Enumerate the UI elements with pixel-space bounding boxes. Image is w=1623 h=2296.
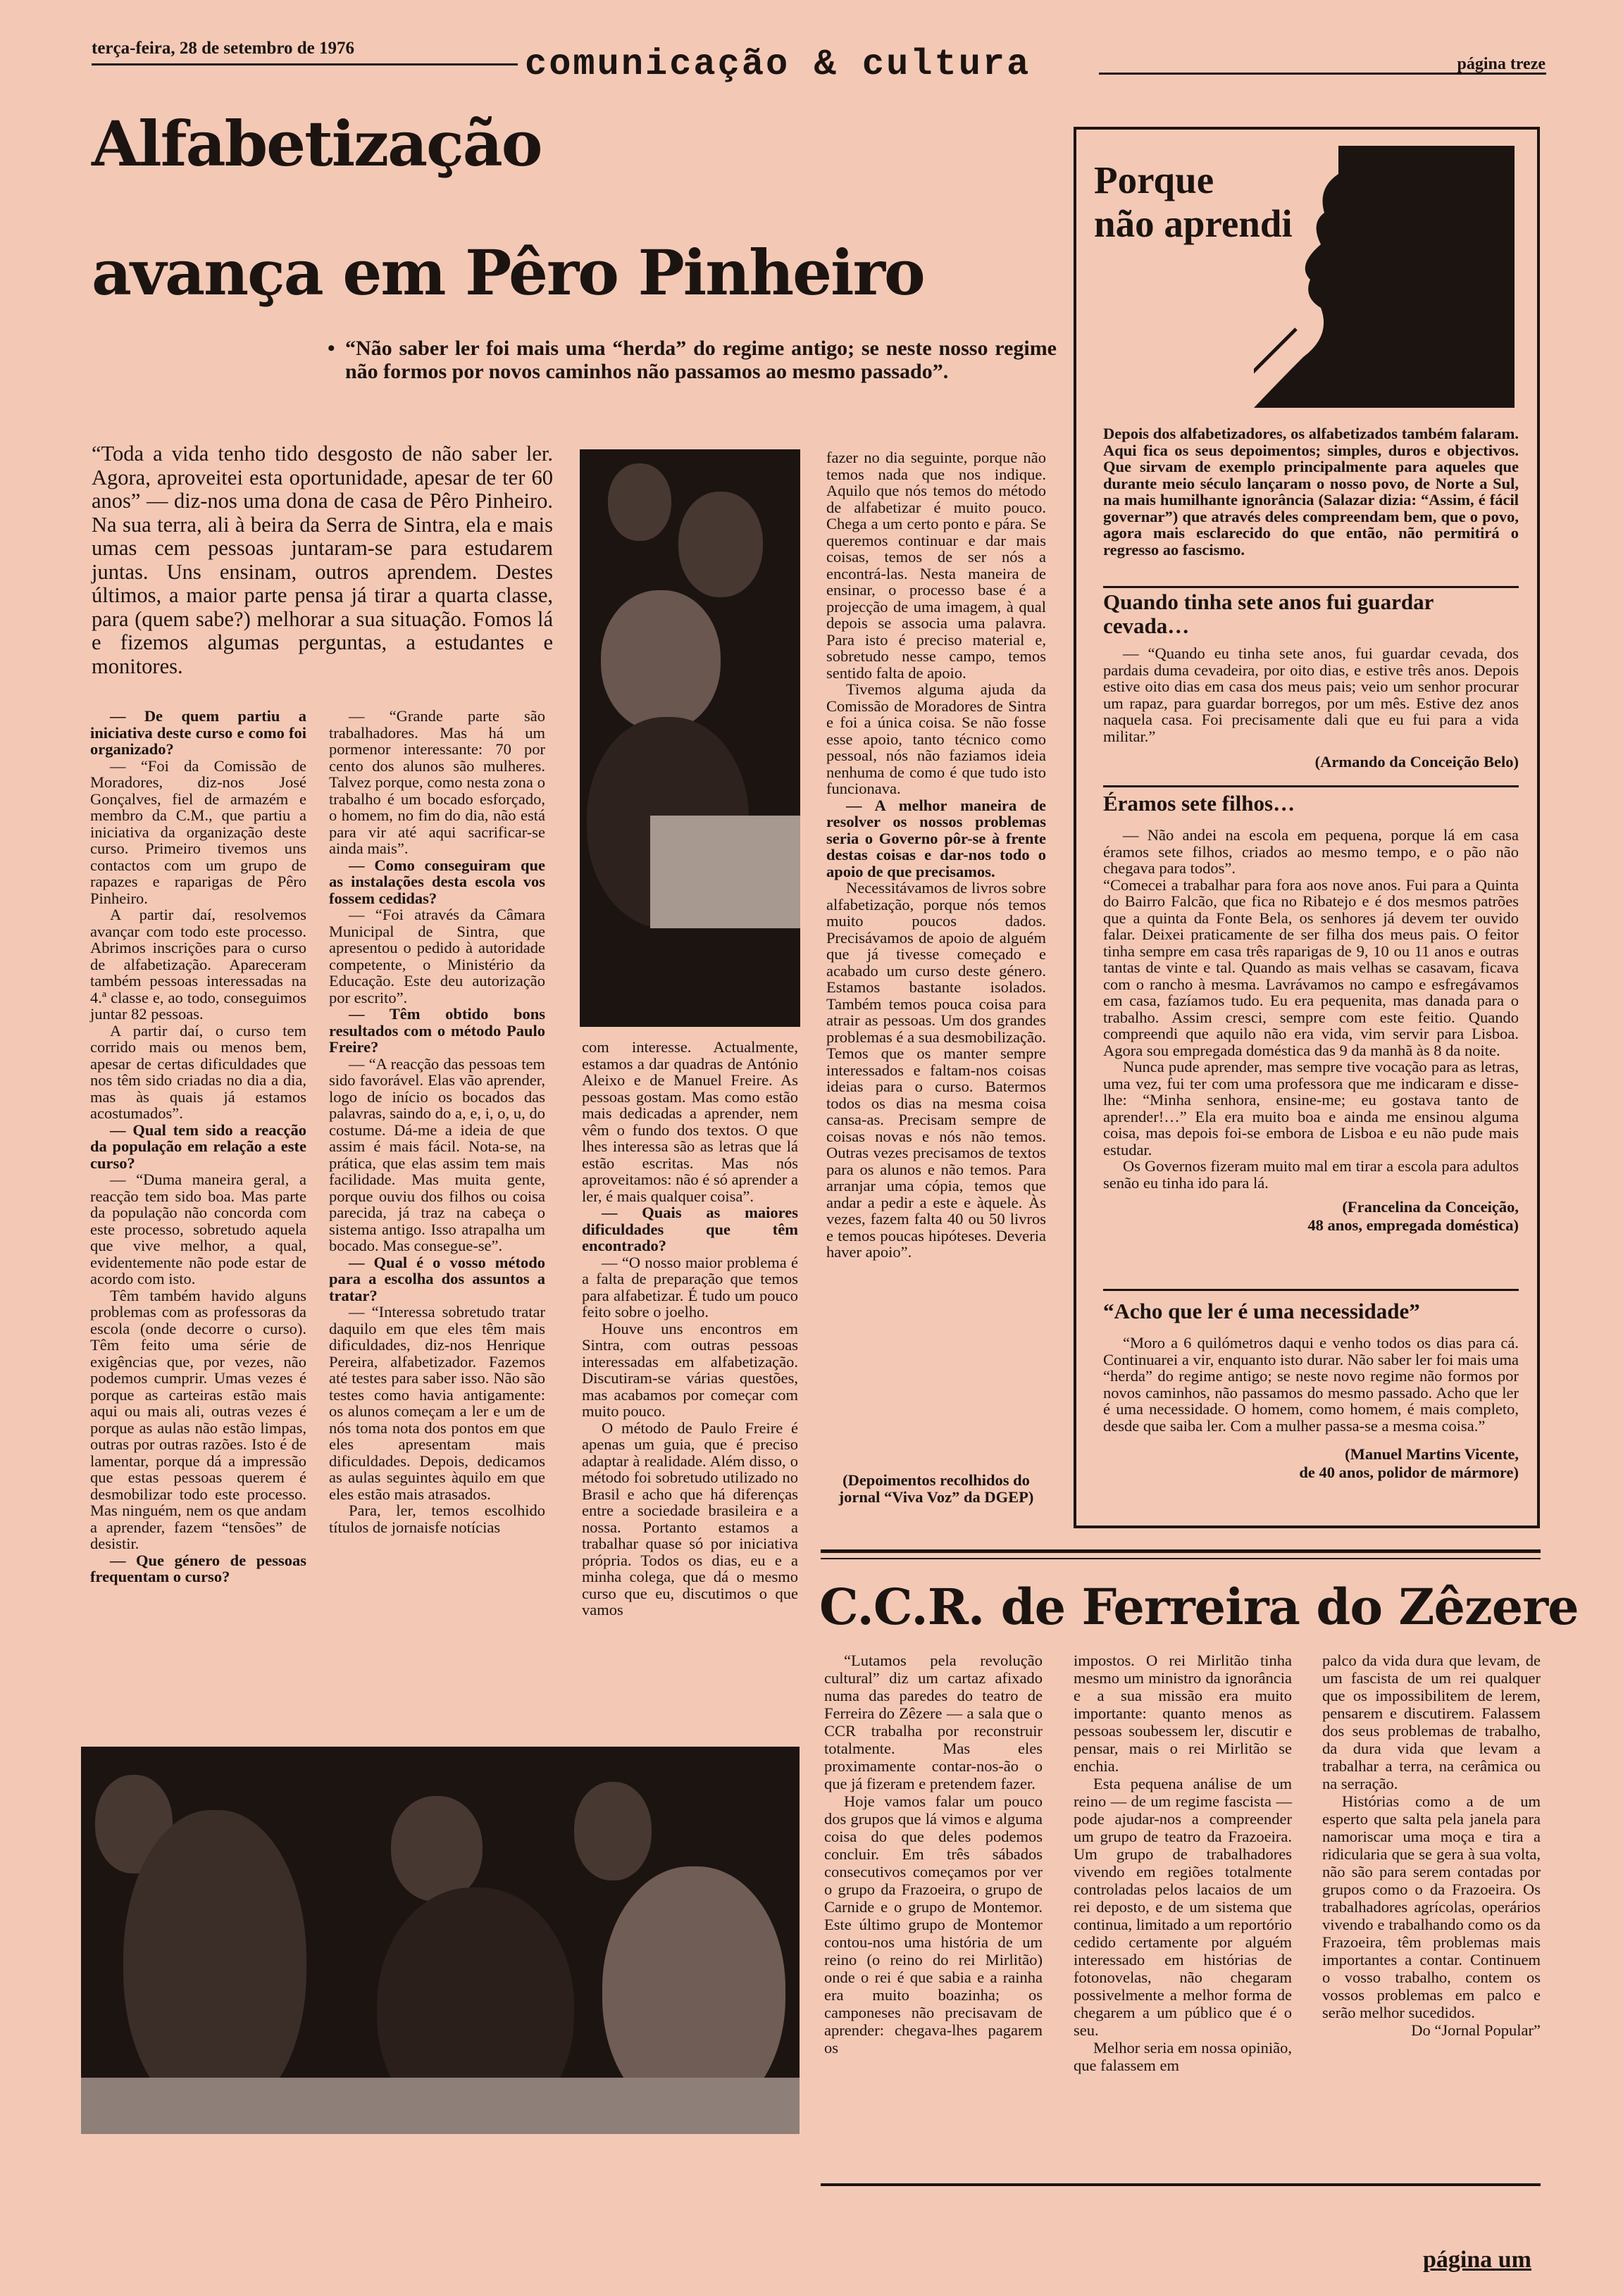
interview-question: — Como conseguiram que as instalações desta escola vos fossem cedidas? — [329, 856, 545, 907]
intro-paragraph: “Toda a vida tenho tido desgosto de não saber ler. Agora, aproveitei esta oportunidade, apesar de ter 60 anos” — diz-nos uma dona de casa de Pêro Pinheiro. Na sua terra, ali à beira da Serra de Sintra, ela e mais umas cem pessoas juntaram-se para estudarem juntas. Uns ensinam, outros aprendem. Destes últimos, a maior parte pensa já tirar a quarta classe, para (quem sabe?) melhorar a sua situação. Fomos lá e fizemos algumas perguntas, a estudantes e monitores. — [92, 442, 553, 678]
testimony-heading: Quando tinha sete anos fui guardar cevada… — [1103, 589, 1434, 638]
ccr-column-1 — [824, 1652, 1043, 2057]
interview-question: — Qual tem sido a reacção da população em relação a este curso? — [90, 1121, 306, 1172]
headline-line-1: Alfabetização — [92, 107, 542, 180]
testimony-signature: (Armando da Conceição Belo) — [1314, 753, 1519, 770]
page-label: página treze — [1457, 55, 1546, 73]
headline-line-2: avança em Pêro Pinheiro — [92, 236, 924, 309]
interview-question: — Quais as maiores dificuldades que têm encontrado? — [582, 1204, 798, 1254]
interview-question: — A melhor maneira de resolver os nossos problemas seria o Governo pôr-se à frente destas coisas e dar-nos todo o apoio de que precisamos. — [826, 796, 1046, 880]
source-note: (Depoimentos recolhidos do jornal “Viva Voz” da DGEP) — [838, 1471, 1034, 1506]
ccr-paragraph: Hoje vamos falar um pouco dos grupos que lá vimos e alguma coisa do que deles podemos concluir. Em três sábados consecutivos começamos por ver o grupo da Frazoeira, o grupo de Carnide e o grupo de Montemor. Este último grupo de Montemor contou-nos uma história de um reino (o reino do rei Mirlitão) onde o rei é que sabia e a rainha era muito boazinha; os camponeses não precisavam de aprender: chegava-lhes pagarem os — [824, 1792, 1043, 2057]
interview-question: — Têm obtido bons resultados com o método Paulo Freire? — [329, 1005, 545, 1056]
sidebar-title-line-1: Porque — [1094, 158, 1214, 201]
lead-quote — [328, 337, 1057, 383]
ccr-rule-top — [821, 1549, 1541, 1553]
testimony-paragraph: Os Governos fizeram muito mal em tirar a escola para adultos senão eu tinha ido para lá. — [1103, 1157, 1519, 1192]
testimony-signature: (Manuel Martins Vicente, — [1345, 1445, 1519, 1463]
sidebar-intro: Depois dos alfabetizadores, os alfabetizados também falaram. Aqui fica os seus depoimentos; simples, duros e objectivos. Que sirvam de exemplo principalmente para aqueles que durante meio século lançaram o nosso povo, de Norte a Sul, na mais humilhante ignorância (Salazar dizia: “Assim, é fácil governar”) que através deles compreendam bem, que o povo, agora mais esclarecido do que então, não permitirá o regresso ao fascismo. — [1103, 425, 1519, 559]
interview-paragraph: A partir daí, resolvemos avançar com todo este processo. Abrimos inscrições para o curso de alfabetização. Apareceram também pessoas interessadas na 4.ª classe e, ao todo, conseguimos juntar 82 pessoas. — [90, 906, 306, 1023]
ccr-source: Do “Jornal Popular” — [1411, 2021, 1541, 2039]
lead-text: “Não saber ler foi mais uma “herda” do regime antigo; se neste nosso regime não formos por novos caminhos não passamos ao mesmo passado”. — [345, 337, 1057, 383]
article-column-2 — [329, 708, 545, 1535]
testimony-heading: “Acho que ler é uma necessidade” — [1103, 1299, 1420, 1323]
interview-question: — Qual é o vosso método para a escolha dos assuntos a tratar? — [329, 1253, 545, 1304]
interview-paragraph: — “Interessa sobretudo tratar daquilo em que eles têm mais dificuldades, diz-nos Henrique Pereira, alfabetizador. Fazemos até testes para saber isso. Não são testes como havia antigamente: os alunos começam a ler e um de nós toma nota dos pontos em que eles apresentam mais dificuldades. Depois, dedicamos as aulas seguintes àquilo em que eles estão mais atrasados. — [329, 1303, 545, 1503]
ccr-headline: C.C.R. de Ferreira do Zêzere — [819, 1578, 1579, 1636]
photo-class-participants — [81, 1747, 800, 2134]
interview-paragraph: Houve uns encontros em Sintra, com outras pessoas interessadas em alfabetização. Discutiram-se várias questões, mas acabamos por começar com muito pouco. — [582, 1319, 798, 1420]
sidebar-divider — [1103, 785, 1519, 787]
ccr-rule-bottom — [821, 2183, 1541, 2186]
interview-paragraph: A partir daí, o curso tem corrido mais ou menos bem, apesar de certas dificuldades que nos têm sido criadas no dia a dia, mas às quais já estamos acostumados”. — [90, 1021, 306, 1122]
photo-students-reading — [580, 449, 800, 1027]
testimony-3 — [1103, 1299, 1519, 1482]
issue-date: terça-feira, 28 de setembro de 1976 — [92, 39, 355, 58]
interview-paragraph: Para, ler, temos escolhido títulos de jornaisfe notícias — [329, 1502, 545, 1536]
header-rule-left — [92, 63, 528, 65]
footer-page-label: página um — [1423, 2247, 1531, 2273]
sidebar-title — [1094, 158, 1293, 246]
testimony-2 — [1103, 792, 1519, 1235]
testimony-1 — [1103, 590, 1519, 771]
bullet-icon: • — [328, 337, 335, 360]
testimony-heading: Éramos sete filhos… — [1103, 791, 1295, 816]
interview-paragraph: — “Foi através da Câmara Municipal de Sintra, que apresentou o pedido à autoridade competente, o Ministério da Educação. Este deu autorização por escrito”. — [329, 906, 545, 1006]
testimony-paragraph: — Não andei na escola em pequena, porque lá em casa éramos sete filhos, criados ao mesmo tempo, e o pão não chegava para todos”. — [1103, 826, 1519, 877]
section-title: comunicação & cultura — [518, 44, 1038, 85]
interview-paragraph: fazer no dia seguinte, porque não temos nada que nos indique. Aquilo que nós temos do método de alfabetizar é muito pouco. Chega a um certo ponto e pára. Se queremos continuar e dar mais coisas, temos de ser nós a encontrá-las. Nesta maneira de ensinar, o processo base é a projecção de uma imagem, à qual depois se associa uma palavra. Para isto é preciso material e, sobretudo nesse campo, temos sentido falta de apoio. — [826, 449, 1046, 682]
article-column-1 — [90, 708, 306, 1585]
testimony-paragraph: — “Quando eu tinha sete anos, fui guardar cevada, dos pardais duma cevadeira, por oito dias, e estive três anos. Depois estive oito dias em casa dos meus pais; veio um senhor procurar um rapaz, para guardar borregos, por um mês. Estive dez anos naquela casa. Foi precisamente dali que eu fui para a vida militar.” — [1103, 644, 1519, 745]
interview-paragraph: Necessitávamos de livros sobre alfabetização, porque nós temos muito poucos dados. Precisávamos de apoio de alguém que já tivesse começado e acabado um curso deste género. Estamos bastante isolados. Também temos pouca coisa para atrair as pessoas. Um dos grandes problemas é a sua desmobilização. Temos que os manter sempre interessados e faltam-nos coisas ideias para o curso. Batermos todos os dias na mesma coisa cansa-as. Precisam sempre de coisas novas e nós não temos. Outras vezes precisamos de textos para os alunos e não temos. Para arranjar uma cópia, temos que andar a pedir a este e àquele. Às vezes, fazem falta 40 ou 50 livros e temos poucas hipóteses. Deveria haver apoio”. — [826, 879, 1046, 1261]
column-3-paragraph: com interesse. Actualmente, estamos a dar quadras de António Aleixo e de Manuel Freire. As pessoas gostam. Mas como estão mais dedicadas a aprender, nem vêm o fundo dos textos. O que lhes interessa são as letras que lá estão escritas. Mas nós aproveitamos: não é só aprender a ler, é mais qualquer coisa”. — [582, 1038, 798, 1205]
sidebar-title-line-2: não aprendi — [1094, 202, 1293, 245]
testimony-paragraph: “Moro a 6 quilómetros daqui e venho todos os dias para cá. Continuarei a vir, enquanto isto durar. Não saber ler foi mais uma “herda” do regime antigo; se neste novo regime não formos por novos caminhos, não passamos do mesmo passado. Acho que ler é uma necessidade. O homem, como homem, é mais completo, desde que saiba ler. Com a mulher passa-se a mesma coisa.” — [1103, 1334, 1519, 1435]
interview-paragraph: — “A reacção das pessoas tem sido favorável. Elas vão aprender, logo de início os bocados das palavras, saindo do a, e, i, o, u, do costume. Dá-me a ideia de que assim é mais fácil. Nota-se, na prática, que elas assim tem mais facilidade. Mas muita gente, porque ouviu dos filhos ou coisa parecida, já traz na cabeça o sistema antigo. Isso atrapalha um bocado. Mas consegue-se”. — [329, 1054, 545, 1254]
ccr-paragraph: Histórias como a de um esperto que salta pela janela para namoriscar uma moça e tira a ridicularia que se gera à sua volta, não são para serem contadas por grupos como o da Frazoeira. Os trabalhadores agrícolas, operários vivendo e trabalhando como os da Frazoeira, têm problemas mais importantes a contar. Continuem o vosso trabalho, contem os vossos problemas em palco e serão melhor sucedidos. — [1322, 1792, 1541, 2021]
article-column-3-bottom — [582, 1039, 798, 1618]
ccr-paragraph: Esta pequena análise de um reino — de um regime fascista — pode ajudar-nos a compreender um grupo de teatro da Frazoeira. Um grupo de trabalhadores vivendo em regiões totalmente controladas pelos lacaios de um rei deposto, e de um sistema que continua, limitado a um reportório cedido certamente por alguém interessado em histórias de fotonovelas, não chegaram possivelmente a melhor forma de chegarem a um público que é o seu. — [1074, 1775, 1292, 2039]
article-column-4 — [826, 449, 1046, 1261]
testimony-signature-detail: de 40 anos, polidor de mármore) — [1299, 1464, 1519, 1481]
interview-paragraph: — “Duma maneira geral, a reacção tem sido boa. Mas parte da população não concorda com este processo, sobretudo aquela que vive melhor, a qual, evidentemente não pode estar de acordo com isto. — [90, 1171, 306, 1287]
interview-paragraph: O método de Paulo Freire é apenas um guia, que é preciso adaptar à realidade. Além disso, o método foi sobretudo utilizado no Brasil e acho que há diferenças entre a sociedade brasileira e a nossa. Portanto estamos a trabalhar quase só por iniciativa própria. Todos os dias, eu e a minha colega, que dá o mesmo curso que eu, discutimos o que vamos — [582, 1418, 798, 1618]
testimony-paragraph: Nunca pude aprender, mas sempre tive vocação para as letras, uma vez, fui ter com uma professora que me indicaram e disse-lhe: “Minha senhora, ensine-me; eu gostava tanto de aprender!…” Ela era muito boa e ainda me ensinou alguma coisa, mas depois foi-se embora de Lisboa e eu não pude mais estudar. — [1103, 1058, 1519, 1159]
interview-paragraph: Têm também havido alguns problemas com as professoras da escola (onde decorre o curso). Têm feito uma série de exigências que, por vezes, não podemos cumprir. Umas vezes é porque as carteiras estão mais aqui ou mais ali, outras vezes é porque as aulas não estão limpas, outras por outras razões. Isto é de lamentar, porque dá a impressão que estas pessoas querem é desmobilizar todo este processo. Mas ninguém, nem os que andam a aprender, fazem “tensões” de desistir. — [90, 1286, 306, 1552]
interview-paragraph: — “O nosso maior problema é a falta de preparação que temos para alfabetizar. É tudo um pouco feito sobre o joelho. — [582, 1253, 798, 1321]
interview-paragraph: Tivemos alguma ajuda da Comissão de Moradores de Sintra e foi a única coisa. Se não fosse esse apoio, tanto técnico como pessoal, nós não faziamos ideia nenhuma de como é que tudo isto funcionava. — [826, 680, 1046, 797]
interview-question: — De quem partiu a iniciativa deste curso e como foi organizado? — [90, 707, 306, 758]
testimony-paragraph: “Comecei a trabalhar para fora aos nove anos. Fui para a Quinta do Bairro Falcão, que fica no Ribatejo e é dos mesmos patrões que a quinta da Fonte Bela, os senhores já devem ter ouvido falar. Deixei praticamente de ser filha dos meus pais. O feitor tinha sempre em casa três raparigas de 9, 10 ou 11 anos e outras tantas de vinte e tal. Quando as mais velhas se casavam, ficava com o rancho à mesma. Lavrávamos no campo e esfregávamos em casa, fazíamos tudo. Eu era pequenita, mas danada para o trabalho. Assim cresci, sempre com este feitio. Quando compreendi que aquilo não era vida, vim servir para Lisboa. Agora sou empregada doméstica das 9 da manhã às 8 da noite. — [1103, 875, 1519, 1059]
silhouette-illustration — [1254, 146, 1515, 408]
testimony-signature: (Francelina da Conceição, — [1342, 1198, 1519, 1216]
sidebar-divider — [1103, 1289, 1519, 1291]
ccr-rule-top-thin — [821, 1558, 1541, 1559]
interview-paragraph: — “Grande parte são trabalhadores. Mas há um pormenor interessante: 70 por cento dos alunos são mulheres. Talvez porque, como nesta zona o trabalho é um bocado esforçado, o homem, no fim do dia, não está para vir até aqui sacrificar-se ainda mais”. — [329, 707, 545, 857]
ccr-paragraph: “Lutamos pela revolução cultural” diz um cartaz afixado numa das paredes do teatro de Ferreira do Zêzere — a sala que o CCR trabalha por reconstruir totalmente. Mas eles proximamente contar-nos-ão o que já fizeram e pretendem fazer. — [824, 1652, 1043, 1792]
ccr-paragraph: Melhor seria em nossa opinião, que falassem em — [1074, 2039, 1292, 2074]
ccr-paragraph: palco da vida dura que levam, de um fascista de um rei qualquer que os impossibilitem de lerem, pensarem e discutirem. Falassem dos seus problemas de trabalho, da dura vida que levam a trabalhar a terra, na cerâmica ou na serração. — [1322, 1652, 1541, 1792]
ccr-paragraph: impostos. O rei Mirlitão tinha mesmo um ministro da ignorância e a sua missão era muito importante: quanto menos as pessoas soubessem ler, discutir e pensar, mais o rei Mirlitão se enchia. — [1074, 1652, 1292, 1775]
ccr-column-3 — [1322, 1652, 1541, 2039]
testimony-signature-detail: 48 anos, empregada doméstica) — [1307, 1216, 1519, 1234]
interview-question: — Que género de pessoas frequentam o curso? — [90, 1551, 306, 1585]
sidebar-divider — [1103, 586, 1519, 588]
interview-paragraph: — “Foi da Comissão de Moradores, diz-nos José Gonçalves, fiel de armazém e membro da C.M., que partiu a iniciativa da organização deste curso. Primeiro tivemos uns contactos com um grupo de rapazes e raparigas de Pêro Pinheiro. — [90, 756, 306, 907]
ccr-column-2 — [1074, 1652, 1292, 2074]
